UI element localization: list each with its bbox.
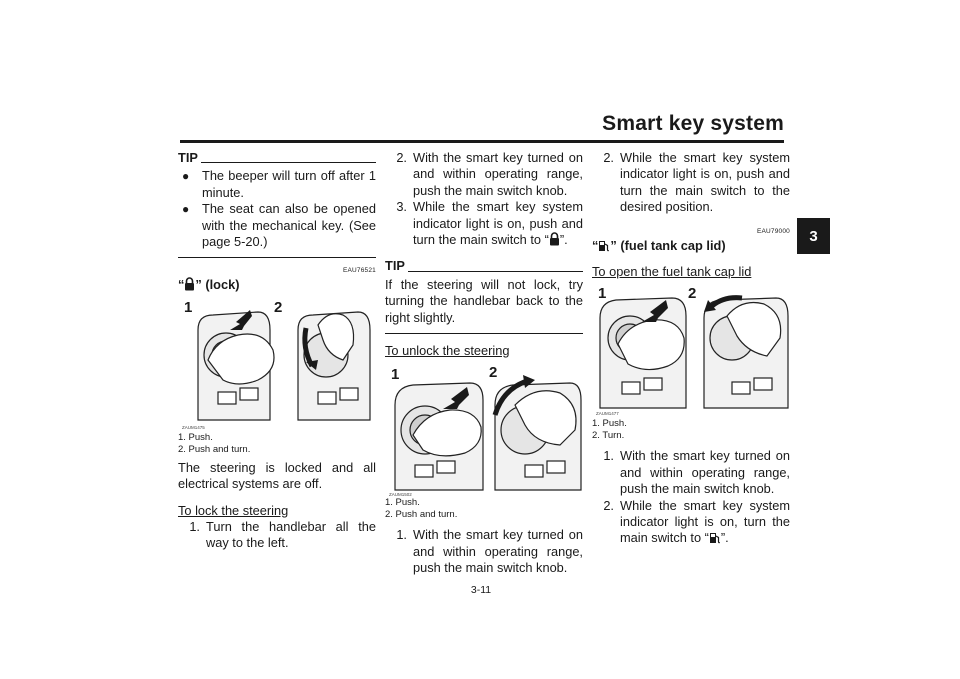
paragraph: The steering is locked and all electrical systems are off. — [178, 459, 376, 492]
subheading-open-fuel-lid: To open the fuel tank cap lid — [592, 264, 752, 280]
caption-line: 1. Push. — [178, 431, 213, 443]
step-item: 3. While the smart key system indicator light is on, push and turn the main switch to “ ”. — [396, 199, 583, 248]
figure-label-2: 2 — [489, 364, 498, 382]
section-tab: 3 — [797, 218, 830, 254]
switch-illustration — [592, 286, 790, 416]
caption-line: 1. Push. — [385, 497, 420, 509]
tip-heading — [178, 150, 376, 166]
figure-unlock — [385, 364, 583, 498]
figure-label-2: 2 — [274, 298, 283, 316]
subheading-unlock-steering: To unlock the steering — [385, 343, 510, 359]
switch-illustration — [385, 365, 583, 495]
figure-lock — [178, 300, 376, 430]
doc-code: EAU79000 — [756, 227, 790, 235]
column-2 — [385, 150, 583, 577]
fuel-pump-icon — [709, 531, 721, 544]
figure-label-1: 1 — [598, 285, 607, 303]
tip-text: If the steering will not lock, try turning the handlebar back to the right slightly. — [385, 276, 583, 325]
page-number: 3-11 — [470, 584, 492, 596]
figure-label-1: 1 — [184, 298, 193, 316]
step-item: 2. With the smart key turned on and within operating range, push the main switch knob. — [396, 150, 583, 198]
column-1 — [178, 150, 376, 552]
tip-label: TIP — [385, 258, 405, 274]
caption-line: 2. Push and turn. — [178, 443, 251, 455]
caption-line: 2. Push and turn. — [385, 509, 458, 521]
tip-heading — [385, 258, 583, 274]
figure-captions — [385, 497, 583, 521]
step-item: 1. With the smart key turned on and within operating range, push the main switch knob. — [603, 448, 790, 497]
caption-line: 1. Push. — [592, 418, 627, 430]
lock-heading: “ ” (lock) — [178, 277, 240, 293]
figure-code: ZAUM1475 — [182, 424, 205, 430]
tip-bullet: ● The beeper will turn off after 1 minute. — [178, 168, 376, 201]
switch-illustration — [178, 300, 376, 430]
subheading-lock-steering: To lock the steering — [178, 502, 289, 518]
tip-end-rule — [385, 333, 583, 334]
figure-code: ZAUM1502 — [389, 492, 412, 498]
tip-label: TIP — [178, 150, 198, 165]
step-item: 2. While the smart key system indicator light is on, push and turn the main switch to the desired position. — [603, 150, 790, 215]
caption-line: 2. Turn. — [592, 430, 625, 442]
figure-label-2: 2 — [688, 285, 697, 303]
fuel-heading: “ ” (fuel tank cap lid) — [592, 237, 726, 253]
column-3 — [592, 150, 790, 547]
step-item: 2. While the smart key system indicator light is on, turn the main switch to “ ”. — [603, 497, 790, 546]
page-header-title: Smart key system — [602, 112, 784, 135]
padlock-icon — [549, 232, 560, 246]
figure-captions — [178, 432, 376, 456]
step-item: 1. Turn the handlebar all the way to the left. — [189, 519, 376, 551]
fuel-pump-icon — [598, 239, 610, 252]
step-item: 1. With the smart key turned on and within operating range, push the main switch knob. — [396, 527, 583, 576]
figure-label-1: 1 — [391, 366, 400, 384]
padlock-icon — [184, 277, 195, 291]
bullet-dot-icon: ● — [182, 169, 190, 184]
bullet-dot-icon: ● — [182, 202, 190, 217]
tip-bullet: ● The seat can also be opened with the mechanical key. (See page 5-20.) — [178, 201, 376, 250]
header-rule — [180, 140, 784, 143]
tip-end-rule — [178, 257, 376, 258]
figure-code: ZAUM1477 — [596, 411, 619, 417]
figure-fuel — [592, 286, 790, 416]
doc-code: EAU76521 — [342, 267, 376, 275]
figure-captions — [592, 418, 790, 442]
